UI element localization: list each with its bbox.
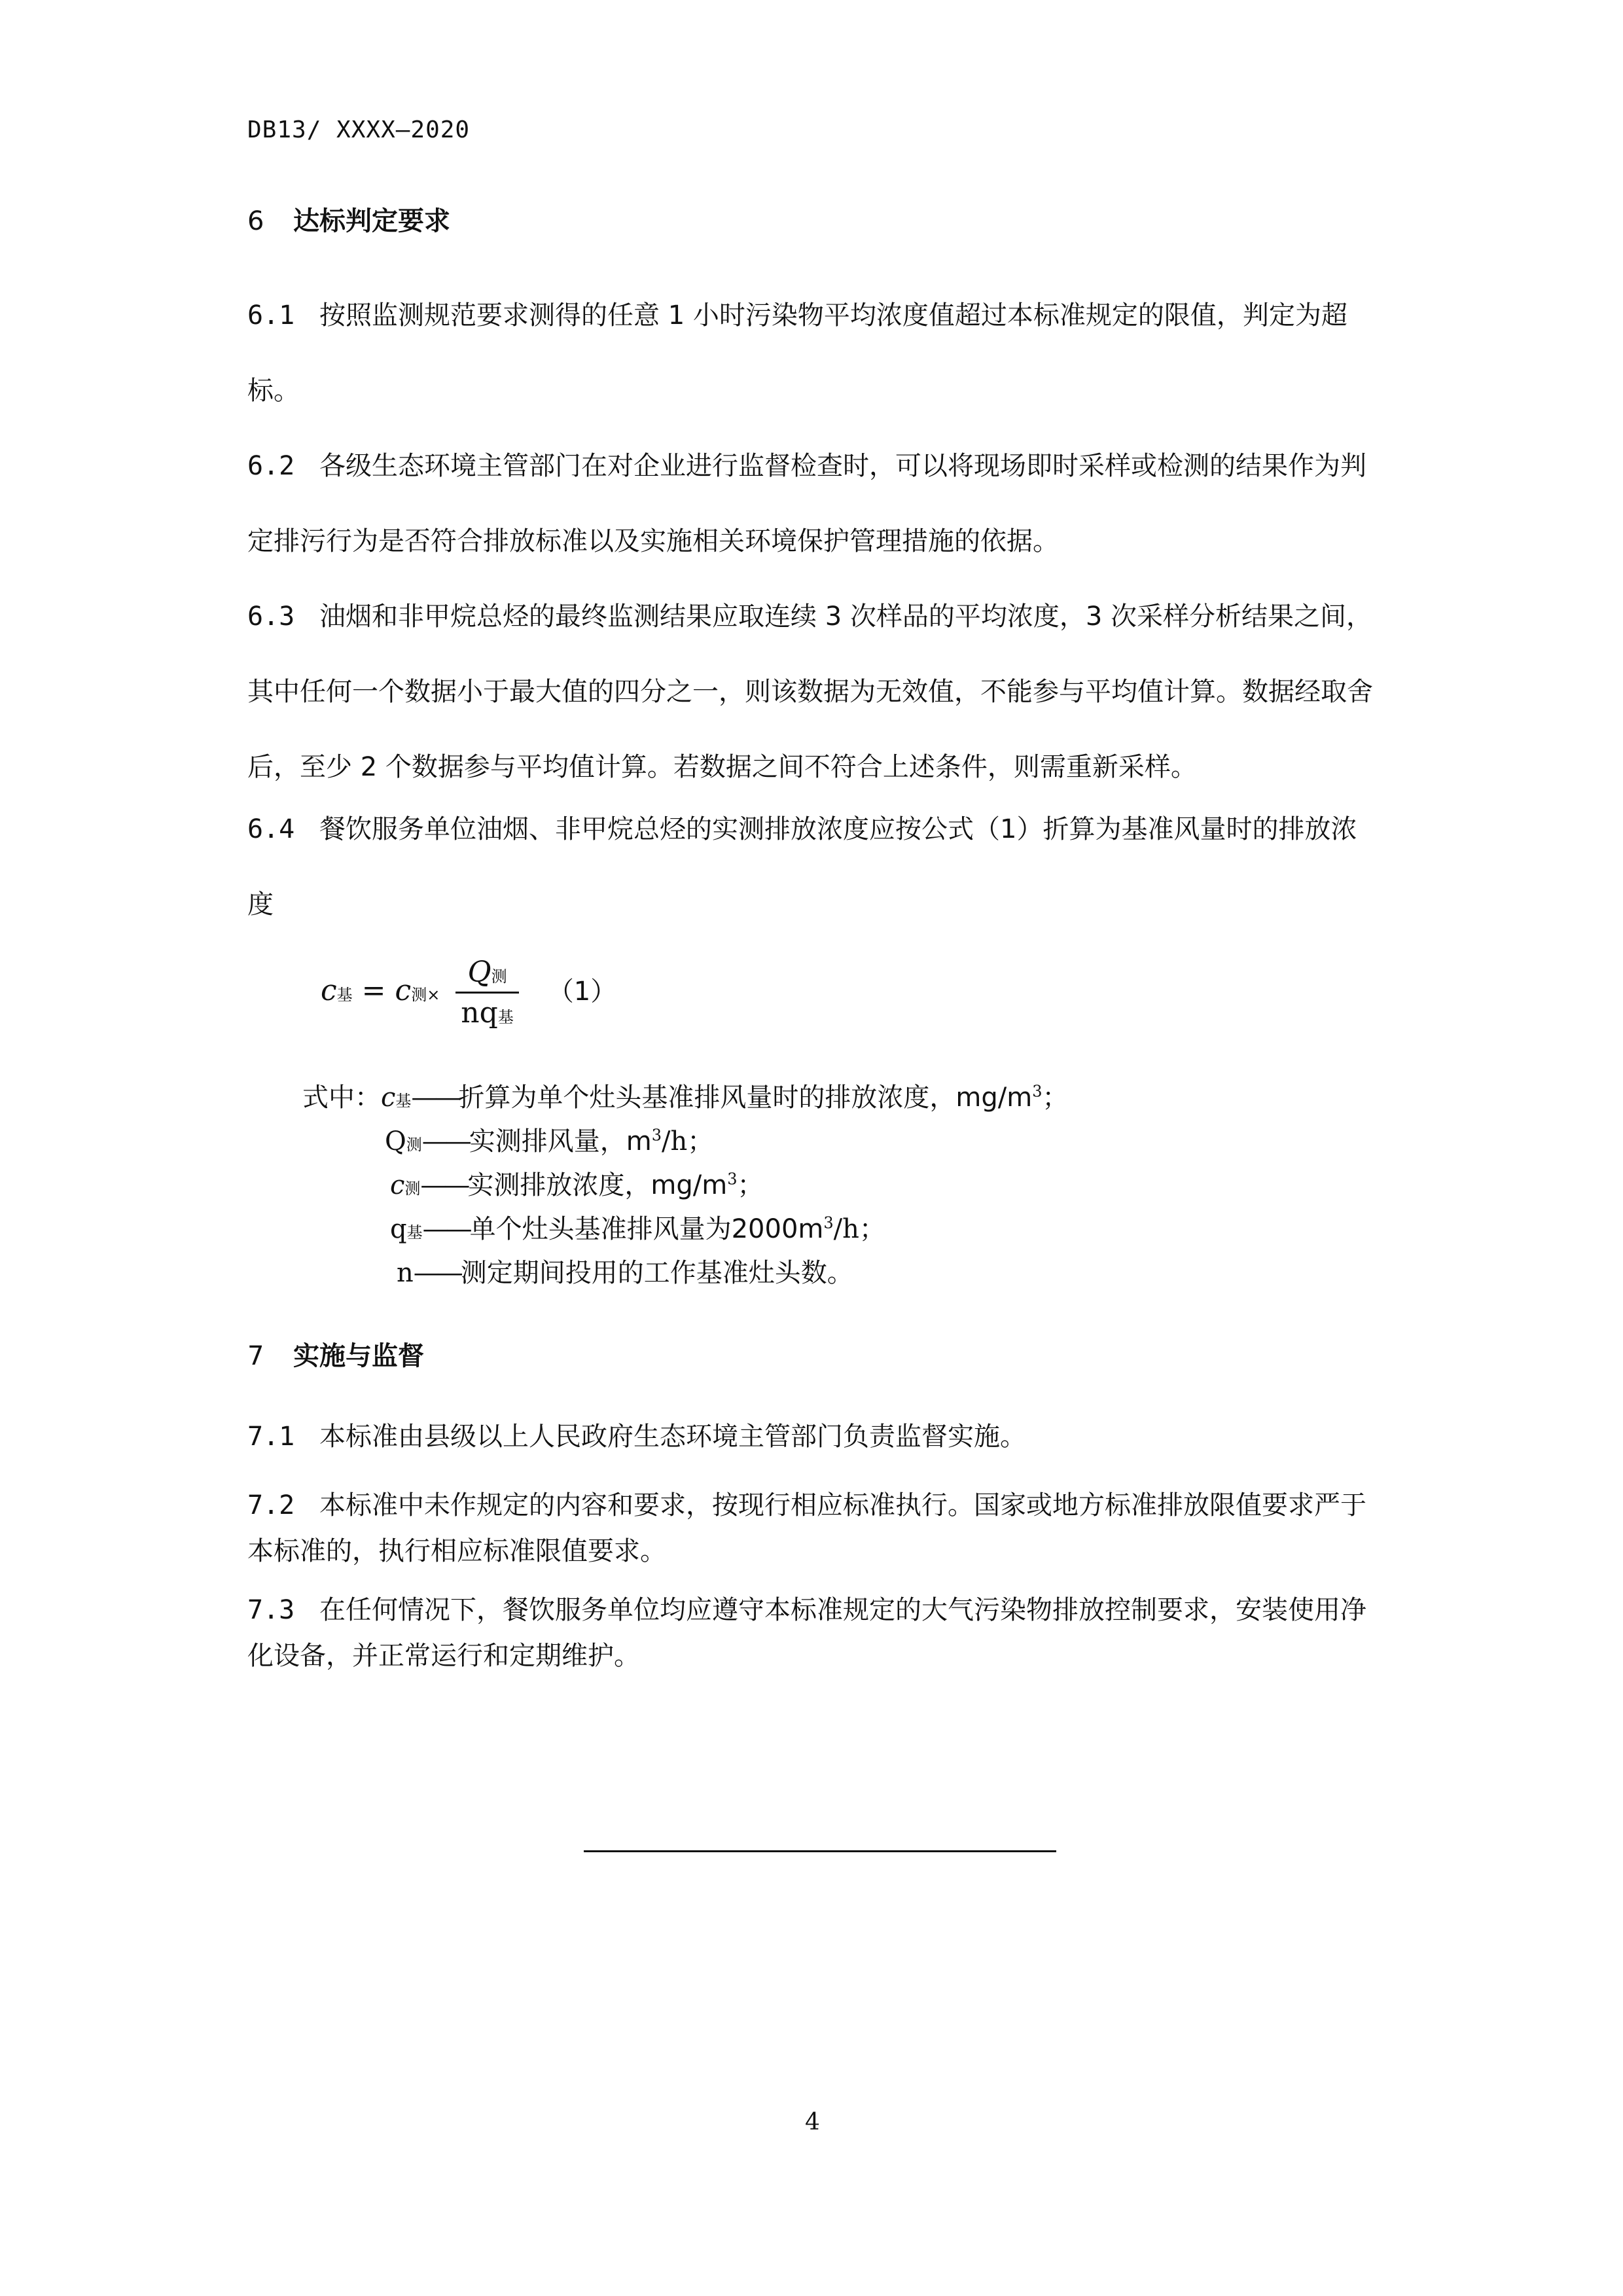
- legend-dash: ——: [411, 1083, 459, 1113]
- clause-text: 本标准由县级以上人民政府生态环境主管部门负责监督实施。: [319, 1422, 1026, 1452]
- clause-number: 6.1: [247, 300, 295, 331]
- formula-fraction: [455, 956, 519, 1030]
- legend-text: 单个灶头基准排风量为2000m: [469, 1214, 824, 1244]
- legend-symbol: q: [390, 1214, 407, 1244]
- clause-number: 6.3: [247, 601, 295, 632]
- document-code: DB13/ XXXX—2020: [247, 117, 471, 143]
- legend-tail: /h；: [662, 1126, 714, 1157]
- section-number: 7: [247, 1341, 264, 1371]
- clause-6-1: [247, 278, 1383, 429]
- formula-c-measured: c: [395, 974, 412, 1007]
- formula-number: （1）: [547, 977, 617, 1007]
- formula-times: ×: [427, 986, 440, 1004]
- formula-nq: nq: [461, 996, 498, 1030]
- legend-tail: /h；: [833, 1214, 885, 1244]
- section-number: 6: [247, 206, 264, 236]
- formula-denominator: [455, 994, 519, 1030]
- legend-dash: ——: [422, 1214, 470, 1244]
- legend-line-2: [385, 1121, 713, 1158]
- formula-numerator: [455, 956, 519, 994]
- clause-6-2: [247, 429, 1383, 579]
- legend-line-4: [390, 1208, 885, 1246]
- legend-text: 实测排风量，m: [469, 1126, 652, 1157]
- clause-7-2: [247, 1482, 1383, 1574]
- clause-number: 7.3: [247, 1595, 295, 1625]
- legend-line-5: [397, 1252, 853, 1289]
- clause-text: 按照监测规范要求测得的任意 1 小时污染物平均浓度值超过本标准规定的限值，判定为超标。: [247, 300, 1347, 406]
- legend-lead: 式中：: [302, 1083, 381, 1113]
- formula-sub-ce: 测: [411, 986, 427, 1004]
- legend-superscript: 3: [651, 1126, 662, 1145]
- clause-number: 6.2: [247, 451, 295, 481]
- clause-7-1: [247, 1414, 1383, 1460]
- section-title: 达标判定要求: [293, 206, 450, 236]
- legend-superscript: 3: [823, 1213, 834, 1232]
- legend-superscript: 3: [727, 1170, 738, 1189]
- formula-denominator-sub: 基: [497, 1008, 514, 1026]
- formula-1: [321, 956, 616, 1054]
- legend-symbol-sub: 基: [406, 1223, 423, 1242]
- formula-Q: Q: [467, 956, 491, 989]
- legend-line-1: [302, 1077, 1068, 1114]
- legend-superscript: 3: [1032, 1082, 1043, 1101]
- clause-number: 7.2: [247, 1490, 295, 1520]
- page-number: 4: [805, 2109, 820, 2136]
- legend-symbol: c: [381, 1083, 396, 1113]
- formula-c-symbol: c: [321, 974, 337, 1007]
- legend-dash: ——: [420, 1170, 468, 1200]
- section-title: 实施与监督: [293, 1341, 424, 1371]
- clause-6-3: [247, 579, 1383, 805]
- formula-equals: =: [361, 974, 386, 1007]
- section-6-heading: [247, 200, 450, 238]
- formula-sub-ji: 基: [336, 986, 353, 1004]
- clause-text: 在任何情况下，餐饮服务单位均应遵守本标准规定的大气污染物排放控制要求，安装使用净化设备，并正常运行和定期维护。: [247, 1595, 1366, 1671]
- section-7-heading: [247, 1335, 424, 1372]
- clause-number: 6.4: [247, 814, 295, 844]
- legend-dash: ——: [421, 1126, 469, 1157]
- clause-text: 各级生态环境主管部门在对企业进行监督检查时，可以将现场即时采样或检测的结果作为判定排污行为是否符合排放标准以及实施相关环境保护管理措施的依据。: [247, 451, 1366, 556]
- clause-text: 餐饮服务单位油烟、非甲烷总烃的实测排放浓度应按公式（1）折算为基准风量时的排放浓度: [247, 814, 1357, 920]
- clause-6-4: [247, 792, 1383, 942]
- legend-symbol-sub: 基: [395, 1092, 412, 1110]
- legend-dash: ——: [413, 1258, 461, 1288]
- legend-symbol: c: [390, 1170, 405, 1200]
- formula-numerator-sub: 测: [491, 967, 507, 986]
- legend-text: 测定期间投用的工作基准灶头数。: [460, 1258, 853, 1288]
- clause-text: 本标准中未作规定的内容和要求，按现行相应标准执行。国家或地方标准排放限值要求严于本标准的，执行相应标准限值要求。: [247, 1490, 1366, 1566]
- legend-line-3: [390, 1164, 763, 1202]
- legend-tail: ；: [1042, 1083, 1069, 1113]
- legend-text: 折算为单个灶头基准排风量时的排放浓度，mg/m: [458, 1083, 1033, 1113]
- legend-tail: ；: [737, 1170, 764, 1200]
- end-of-text-rule: [584, 1850, 1056, 1852]
- clause-7-3: [247, 1587, 1383, 1679]
- legend-symbol: n: [397, 1258, 414, 1288]
- legend-text: 实测排放浓度，mg/m: [467, 1170, 728, 1200]
- clause-text: 油烟和非甲烷总烃的最终监测结果应取连续 3 次样品的平均浓度，3 次采样分析结果之间，其中任何一个数据小于最大值的四分之一，则该数据为无效值，不能参与平均值计算。数据经取舍后，至少 2 个数据参与平均值计算。若数据之间不符合上述条件，则需重新采样。: [247, 601, 1373, 782]
- legend-symbol-sub: 测: [404, 1179, 421, 1198]
- clause-number: 7.1: [247, 1422, 295, 1452]
- legend-symbol-sub: 测: [406, 1136, 422, 1154]
- legend-symbol: Q: [385, 1126, 406, 1157]
